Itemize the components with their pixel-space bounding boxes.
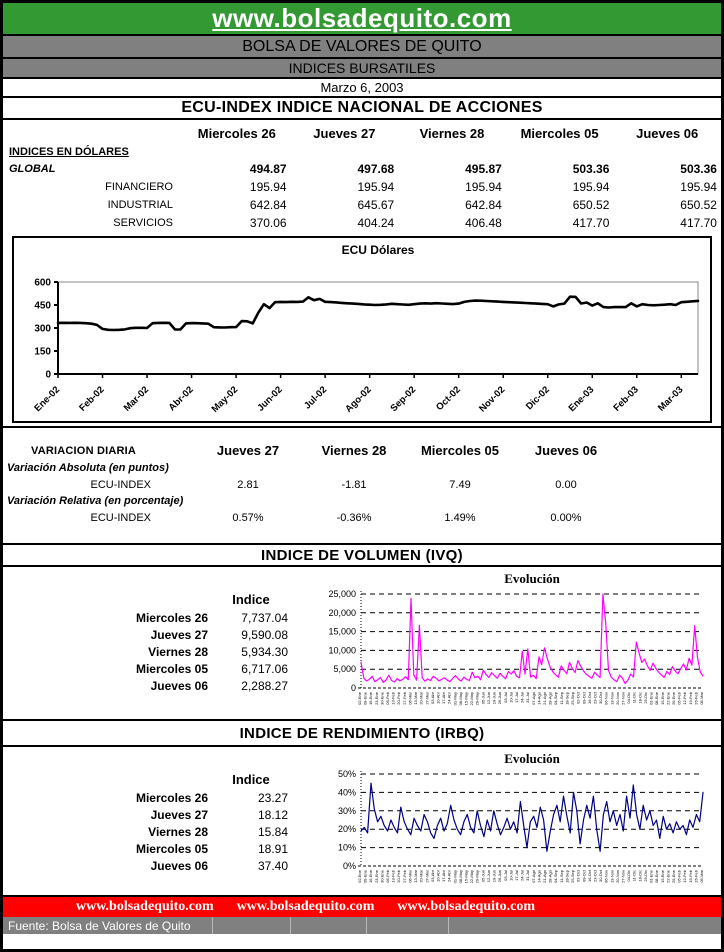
svg-text:0%: 0% <box>342 861 356 871</box>
svg-text:Dic-02: Dic-02 <box>523 384 552 413</box>
variacion-title: VARIACION DIARIA <box>31 444 137 457</box>
table-row-servicios <box>3 214 721 232</box>
svg-text:04-Dic: 04-Dic <box>626 870 632 882</box>
svg-text:05-Feb: 05-Feb <box>676 692 682 705</box>
svg-text:26-Jun: 26-Jun <box>497 870 503 883</box>
svg-text:03-Jul: 03-Jul <box>502 870 508 881</box>
svg-text:30%: 30% <box>337 805 356 816</box>
svg-text:25-Sep: 25-Sep <box>570 692 576 705</box>
svg-text:02-Oct: 02-Oct <box>575 692 581 705</box>
site-header <box>3 3 721 36</box>
svg-text:20-Feb: 20-Feb <box>396 692 402 705</box>
svg-text:Mar-03: Mar-03 <box>655 384 686 414</box>
svg-text:23-Ene: 23-Ene <box>373 692 379 705</box>
svg-text:10-Abr: 10-Abr <box>435 692 441 705</box>
row-label: Miercoles 26 <box>135 790 208 805</box>
svg-text:03-Abr: 03-Abr <box>429 692 435 705</box>
indices-table <box>3 120 721 231</box>
svg-text:05-Mar: 05-Mar <box>699 870 704 883</box>
irbq-title: INDICE DE RENDIMIENTO (IRBQ) <box>239 724 485 742</box>
svg-text:27-Nov: 27-Nov <box>620 692 626 705</box>
svg-text:04-Sep: 04-Sep <box>553 870 559 883</box>
row-label: Miercoles 05 <box>135 841 208 856</box>
cell-value: 195.94 <box>572 180 610 194</box>
svg-text:27-Nov: 27-Nov <box>620 870 626 883</box>
svg-text:20-Feb: 20-Feb <box>396 870 402 883</box>
svg-text:04-Sep: 04-Sep <box>553 692 559 705</box>
svg-text:0: 0 <box>45 369 51 381</box>
svg-text:07-Ago: 07-Ago <box>530 870 536 883</box>
svg-text:0: 0 <box>350 683 356 693</box>
irbq-section <box>3 747 721 897</box>
svg-text:29-May: 29-May <box>474 870 480 884</box>
svg-text:05-Jun: 05-Jun <box>480 870 486 883</box>
svg-text:02-Ene: 02-Ene <box>357 692 362 705</box>
org-title: BOLSA DE VALORES DE QUITO <box>242 37 482 55</box>
svg-text:Nov-02: Nov-02 <box>477 384 508 415</box>
svg-text:10-Jul: 10-Jul <box>508 870 514 881</box>
svg-text:22-May: 22-May <box>469 870 475 884</box>
svg-text:09-Oct: 09-Oct <box>581 870 587 883</box>
cell-value: 195.94 <box>465 180 502 194</box>
svg-text:12-Jun: 12-Jun <box>485 870 491 883</box>
cell-value: 0.00 <box>555 478 577 491</box>
svg-text:18-Sep: 18-Sep <box>564 870 570 883</box>
svg-text:15-Ene: 15-Ene <box>659 692 665 705</box>
svg-text:Jun-02: Jun-02 <box>255 384 285 414</box>
svg-text:27-Feb: 27-Feb <box>401 692 407 705</box>
row-label: Jueves 27 <box>150 627 208 642</box>
cell-value: 18.91 <box>257 841 288 856</box>
site-url-link[interactable]: www.bolsadequito.com <box>212 3 512 33</box>
svg-text:12-Feb: 12-Feb <box>682 692 688 705</box>
svg-text:24-Jul: 24-Jul <box>519 870 525 881</box>
svg-text:12-Jun: 12-Jun <box>485 692 491 705</box>
svg-text:21-Ago: 21-Ago <box>542 692 548 705</box>
svg-text:15-Ene: 15-Ene <box>659 870 665 883</box>
ivq-section <box>3 567 721 721</box>
svg-text:05-Feb: 05-Feb <box>676 870 682 883</box>
svg-text:11-Dic: 11-Dic <box>631 870 637 882</box>
table-row <box>3 660 303 677</box>
svg-text:13-Feb: 13-Feb <box>390 692 396 705</box>
svg-text:09-Ene: 09-Ene <box>362 870 368 883</box>
irbq-table-header <box>3 769 303 789</box>
svg-text:13-Nov: 13-Nov <box>609 870 615 883</box>
svg-text:50%: 50% <box>337 769 356 779</box>
svg-text:03-Jul: 03-Jul <box>502 692 508 703</box>
svg-text:28-Ago: 28-Ago <box>547 870 553 883</box>
svg-text:08-May: 08-May <box>457 692 463 706</box>
table-row-industrial <box>3 196 721 214</box>
ecu-chart-box <box>12 236 712 423</box>
row-label: Miercoles 26 <box>135 610 208 625</box>
table-row-financiero <box>3 178 721 196</box>
svg-text:24-Abr: 24-Abr <box>446 692 452 705</box>
svg-text:11-Dic: 11-Dic <box>631 692 637 704</box>
variacion-col-header: Miercoles 05 <box>420 443 500 458</box>
svg-text:16-Oct: 16-Oct <box>586 870 592 883</box>
svg-text:29-Ene: 29-Ene <box>670 692 676 705</box>
ivq-chart-wrap <box>303 567 721 719</box>
svg-text:Ago-02: Ago-02 <box>343 384 374 415</box>
cell-value: 5,934.30 <box>241 644 288 659</box>
ivq-section-heading <box>3 545 721 567</box>
svg-text:20,000: 20,000 <box>328 607 356 618</box>
footer-cell-divider <box>366 917 367 934</box>
table-row <box>3 857 303 874</box>
cell-value: -0.36% <box>336 511 372 524</box>
svg-text:06-Feb: 06-Feb <box>385 870 391 883</box>
svg-text:16-Ene: 16-Ene <box>368 692 374 705</box>
svg-text:17-Abr: 17-Abr <box>441 692 447 705</box>
svg-text:11-Sep: 11-Sep <box>558 692 564 705</box>
svg-text:Ene-02: Ene-02 <box>32 384 63 415</box>
svg-text:17-Jul: 17-Jul <box>513 870 519 881</box>
svg-text:23-Ene: 23-Ene <box>373 870 379 883</box>
svg-text:04-Dic: 04-Dic <box>626 692 632 704</box>
footer-link-bar <box>3 897 721 917</box>
cell-value: 650.52 <box>572 198 610 212</box>
cell-value: 1.49% <box>444 511 476 524</box>
cell-value: 195.94 <box>680 180 717 194</box>
indices-group-row <box>3 143 721 160</box>
svg-text:06-Feb: 06-Feb <box>385 692 391 705</box>
svg-text:22-Ene: 22-Ene <box>665 692 671 705</box>
svg-text:15-May: 15-May <box>463 870 469 884</box>
cell-value: 494.87 <box>249 162 287 176</box>
svg-text:Oct-02: Oct-02 <box>434 384 463 414</box>
table-row <box>3 677 303 694</box>
svg-text:06-Nov: 06-Nov <box>603 692 609 705</box>
svg-text:Feb-02: Feb-02 <box>77 384 107 414</box>
svg-text:10-Abr: 10-Abr <box>435 870 441 883</box>
footer-cell-divider <box>290 917 291 934</box>
svg-text:09-Oct: 09-Oct <box>581 692 587 705</box>
row-label: Viernes 28 <box>148 644 208 659</box>
irbq-table <box>3 747 303 895</box>
svg-text:19-Feb: 19-Feb <box>687 870 693 883</box>
svg-text:01-May: 01-May <box>452 870 458 884</box>
cell-value: 503.36 <box>572 162 610 176</box>
svg-text:40%: 40% <box>337 787 356 798</box>
svg-text:17-Abr: 17-Abr <box>441 870 447 883</box>
row-label: Jueves 06 <box>150 678 208 693</box>
indices-col-header: Viernes 28 <box>419 125 485 141</box>
svg-text:18-Sep: 18-Sep <box>564 692 570 705</box>
ivq-title: INDICE DE VOLUMEN (IVQ) <box>261 546 463 564</box>
svg-text:300: 300 <box>34 323 51 335</box>
ivq-table <box>3 567 303 719</box>
cell-value: 497.68 <box>357 162 395 176</box>
svg-text:23-Oct: 23-Oct <box>592 870 598 883</box>
ecu-chart-section <box>3 231 721 428</box>
svg-text:27-Mar: 27-Mar <box>424 870 430 883</box>
cell-value: 642.84 <box>249 198 287 212</box>
svg-text:20-Mar: 20-Mar <box>418 870 424 883</box>
indices-col-header: Miercoles 05 <box>520 125 599 141</box>
indices-header-row <box>3 123 721 143</box>
svg-text:11-Sep: 11-Sep <box>558 870 564 883</box>
svg-text:Abr-02: Abr-02 <box>166 384 196 414</box>
svg-text:Feb-03: Feb-03 <box>611 384 641 414</box>
cell-value: 195.94 <box>249 180 287 194</box>
row-label: ECU-INDEX <box>90 478 151 491</box>
svg-text:09-Ene: 09-Ene <box>362 692 368 705</box>
svg-text:20-Nov: 20-Nov <box>614 692 620 705</box>
irbq-evolution-chart <box>303 749 715 895</box>
cell-value: 2,288.27 <box>241 678 288 693</box>
svg-text:14-Ago: 14-Ago <box>536 870 542 883</box>
svg-text:30-Ene: 30-Ene <box>379 692 385 705</box>
svg-text:24-Abr: 24-Abr <box>446 870 452 883</box>
cell-value: 2.81 <box>237 478 259 491</box>
svg-text:Evolución: Evolución <box>504 571 560 586</box>
svg-text:15,000: 15,000 <box>328 626 356 637</box>
svg-text:450: 450 <box>34 300 51 312</box>
svg-text:07-Ago: 07-Ago <box>530 692 536 705</box>
cell-value: 642.84 <box>465 198 502 212</box>
svg-text:19-Jun: 19-Jun <box>491 870 497 883</box>
svg-text:30-Ene: 30-Ene <box>379 870 385 883</box>
svg-text:24-Jul: 24-Jul <box>519 692 525 703</box>
svg-text:05-Jun: 05-Jun <box>480 692 486 705</box>
cell-value: 18.12 <box>257 807 288 822</box>
svg-text:10,000: 10,000 <box>328 645 356 656</box>
svg-text:20-Nov: 20-Nov <box>614 870 620 883</box>
cell-value: 404.24 <box>357 216 395 230</box>
cell-value: 9,590.08 <box>241 627 288 642</box>
footer-url-link[interactable]: www.bolsadequito.com <box>236 899 375 914</box>
svg-text:21-Ago: 21-Ago <box>542 870 548 883</box>
svg-text:06-Nov: 06-Nov <box>603 870 609 883</box>
svg-text:01-Ene: 01-Ene <box>648 692 654 705</box>
cell-value: 15.84 <box>257 824 288 839</box>
report-subtitle-bar <box>3 59 721 79</box>
variacion-header-row <box>3 441 721 460</box>
cell-value: 417.70 <box>572 216 610 230</box>
footer-cell-divider <box>212 917 213 934</box>
svg-text:03-Abr: 03-Abr <box>429 870 435 883</box>
report-date: Marzo 6, 2003 <box>320 80 404 95</box>
svg-text:28-Ago: 28-Ago <box>547 692 553 705</box>
row-label: Miercoles 05 <box>135 661 208 676</box>
cell-value: 0.00% <box>550 511 582 524</box>
cell-value: 7.49 <box>449 478 471 491</box>
cell-value: 195.94 <box>357 180 395 194</box>
svg-text:Mar-02: Mar-02 <box>121 384 152 414</box>
table-row <box>3 789 303 806</box>
svg-text:16-Oct: 16-Oct <box>586 692 592 705</box>
variacion-section <box>3 428 721 545</box>
svg-text:ECU Dólares: ECU Dólares <box>341 243 415 257</box>
svg-text:13-Mar: 13-Mar <box>413 692 419 705</box>
table-row-global <box>3 160 721 178</box>
svg-text:Evolución: Evolución <box>504 751 560 766</box>
footer-source-bar <box>3 917 721 934</box>
table-row <box>3 840 303 857</box>
table-row <box>3 609 303 626</box>
row-label: Viernes 28 <box>148 824 208 839</box>
cell-value: 406.48 <box>465 216 502 230</box>
ivq-table-header <box>3 589 303 609</box>
svg-text:May-02: May-02 <box>209 384 241 415</box>
table-row <box>3 806 303 823</box>
ecu-index-title: ECU-INDEX INDICE NACIONAL DE ACCIONES <box>181 99 543 116</box>
cell-value: 7,737.04 <box>241 610 288 625</box>
svg-text:Ene-03: Ene-03 <box>566 384 597 415</box>
svg-text:29-Ene: 29-Ene <box>670 870 676 883</box>
row-label: ECU-INDEX <box>90 511 151 524</box>
cell-value: 645.67 <box>357 198 395 212</box>
svg-text:02-Oct: 02-Oct <box>575 870 581 883</box>
cell-value: 495.87 <box>465 162 502 176</box>
svg-text:08-Ene: 08-Ene <box>654 870 660 883</box>
svg-text:25-Dic: 25-Dic <box>642 870 648 882</box>
svg-text:02-Ene: 02-Ene <box>357 870 362 883</box>
cell-value: -1.81 <box>341 478 367 491</box>
indices-col-header: Miercoles 26 <box>197 125 276 141</box>
svg-text:20-Mar: 20-Mar <box>418 692 424 705</box>
variacion-relative-row <box>3 509 721 526</box>
variacion-absolute-row <box>3 476 721 493</box>
svg-text:25-Sep: 25-Sep <box>570 870 576 883</box>
svg-text:30-Oct: 30-Oct <box>598 870 604 883</box>
svg-text:26-Jun: 26-Jun <box>497 692 503 705</box>
svg-text:25-Dic: 25-Dic <box>642 692 648 704</box>
cell-value: 6,717.06 <box>241 661 288 676</box>
indices-group-label: INDICES EN DÓLARES <box>9 145 129 158</box>
svg-text:13-Feb: 13-Feb <box>390 870 396 883</box>
svg-text:5,000: 5,000 <box>333 664 356 675</box>
svg-text:10%: 10% <box>337 842 356 853</box>
svg-text:10-Jul: 10-Jul <box>508 692 514 703</box>
source-label: Fuente: Bolsa de Valores de Quito <box>8 918 191 933</box>
ecu-dolares-chart <box>14 238 704 421</box>
row-label: FINANCIERO <box>105 181 173 193</box>
svg-text:12-Feb: 12-Feb <box>682 870 688 883</box>
ivq-col-header: Indice <box>232 591 270 607</box>
svg-text:14-Ago: 14-Ago <box>536 692 542 705</box>
ecu-index-title-row <box>3 98 721 120</box>
svg-text:18-Dic: 18-Dic <box>637 870 643 882</box>
footer-cell-divider <box>448 917 449 934</box>
row-label: GLOBAL <box>9 163 56 175</box>
footer-url-link[interactable]: www.bolsadequito.com <box>76 899 214 914</box>
svg-text:20%: 20% <box>337 824 356 835</box>
variacion-col-header: Jueves 27 <box>216 443 280 458</box>
svg-text:31-Jul: 31-Jul <box>525 692 531 703</box>
svg-text:08-Ene: 08-Ene <box>654 692 660 705</box>
svg-text:19-Feb: 19-Feb <box>687 692 693 705</box>
report-subtitle: INDICES BURSATILES <box>288 60 436 76</box>
svg-text:600: 600 <box>34 277 51 289</box>
ivq-evolution-chart <box>303 569 715 719</box>
svg-text:23-Oct: 23-Oct <box>592 692 598 705</box>
org-title-bar <box>3 36 721 59</box>
variacion-col-header: Jueves 06 <box>534 443 598 458</box>
indices-col-header: Jueves 27 <box>313 125 376 141</box>
indices-col-header: Jueves 06 <box>636 125 699 141</box>
row-label: INDUSTRIAL <box>107 199 173 211</box>
svg-text:29-May: 29-May <box>474 692 480 706</box>
svg-text:13-Mar: 13-Mar <box>413 870 419 883</box>
irbq-chart-wrap <box>303 747 721 895</box>
svg-text:19-Jun: 19-Jun <box>491 692 497 705</box>
svg-text:22-May: 22-May <box>469 692 475 706</box>
cell-value: 503.36 <box>680 162 717 176</box>
table-row <box>3 643 303 660</box>
cell-value: 650.52 <box>680 198 717 212</box>
report-date-row <box>3 79 721 98</box>
svg-text:150: 150 <box>34 346 51 358</box>
variacion-col-header: Viernes 28 <box>321 443 387 458</box>
footer-url-link[interactable]: www.bolsadequito.com <box>397 899 536 914</box>
irbq-section-heading <box>3 721 721 747</box>
svg-text:27-Feb: 27-Feb <box>401 870 407 883</box>
row-label: SERVICIOS <box>113 217 173 229</box>
cell-value: 0.57% <box>232 511 264 524</box>
svg-text:18-Dic: 18-Dic <box>637 692 643 704</box>
svg-text:13-Nov: 13-Nov <box>609 692 615 705</box>
svg-text:26-Feb: 26-Feb <box>693 692 699 705</box>
cell-value: 417.70 <box>680 216 717 230</box>
svg-text:Jul-02: Jul-02 <box>302 384 330 412</box>
row-label: Jueves 27 <box>150 807 208 822</box>
irbq-col-header: Indice <box>232 771 270 787</box>
variacion-relative-label: Variación Relativa (en porcentaje) <box>7 495 184 507</box>
cell-value: 37.40 <box>257 858 288 873</box>
variacion-absolute-label: Variación Absoluta (en puntos) <box>7 462 169 474</box>
svg-text:31-Jul: 31-Jul <box>525 870 531 881</box>
svg-text:01-May: 01-May <box>452 692 458 706</box>
cell-value: 370.06 <box>249 216 287 230</box>
svg-text:17-Jul: 17-Jul <box>513 692 519 703</box>
svg-text:27-Mar: 27-Mar <box>424 692 430 705</box>
svg-text:06-Mar: 06-Mar <box>407 692 413 705</box>
svg-text:25,000: 25,000 <box>328 589 356 599</box>
svg-text:Sep-02: Sep-02 <box>388 384 419 415</box>
svg-text:22-Ene: 22-Ene <box>665 870 671 883</box>
svg-text:30-Oct: 30-Oct <box>598 692 604 705</box>
table-row <box>3 626 303 643</box>
svg-text:15-May: 15-May <box>463 692 469 706</box>
svg-text:01-Ene: 01-Ene <box>648 870 654 883</box>
svg-text:16-Ene: 16-Ene <box>368 870 374 883</box>
svg-text:26-Feb: 26-Feb <box>693 870 699 883</box>
row-label: Jueves 06 <box>150 858 208 873</box>
svg-text:06-Mar: 06-Mar <box>407 870 413 883</box>
svg-text:05-Mar: 05-Mar <box>699 692 704 705</box>
svg-text:08-May: 08-May <box>457 870 463 884</box>
cell-value: 23.27 <box>257 790 288 805</box>
table-row <box>3 823 303 840</box>
